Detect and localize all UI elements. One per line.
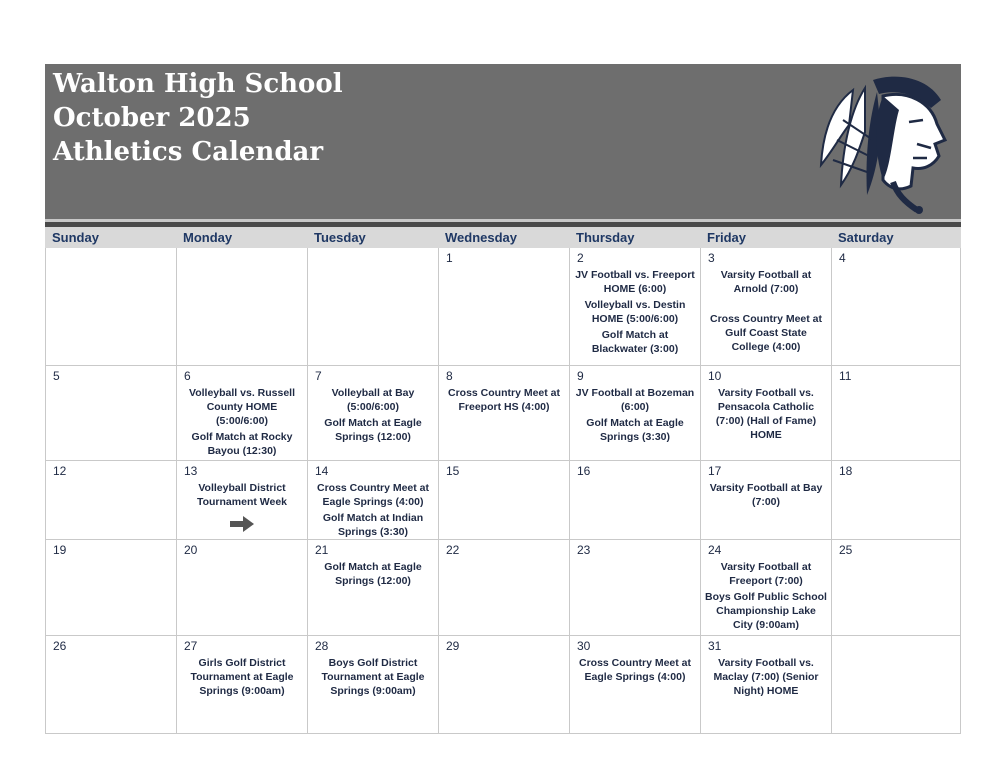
day-number: 2 <box>577 251 584 265</box>
day-cell <box>438 366 569 460</box>
day-cell <box>569 366 700 460</box>
day-number: 4 <box>839 251 846 265</box>
day-cell <box>438 636 569 733</box>
event: Varsity Football at Freeport (7:00) <box>720 561 812 587</box>
event: Varsity Football at Arnold (7:00) <box>720 269 812 295</box>
week-row <box>45 636 961 734</box>
day-number: 27 <box>184 639 198 653</box>
event: Cross Country Meet at Eagle Springs (4:00) <box>578 657 692 683</box>
weekday-tuesday: Tuesday <box>314 230 366 245</box>
event: JV Football at Bozeman (6:00) <box>575 387 695 413</box>
weekday-wednesday: Wednesday <box>445 230 518 245</box>
day-cell <box>700 636 831 733</box>
arrow-right-icon <box>229 515 255 533</box>
event: Volleyball vs. Destin HOME (5:00/6:00) <box>584 299 686 325</box>
day-number: 31 <box>708 639 722 653</box>
day-number: 26 <box>53 639 67 653</box>
day-cell <box>45 540 176 635</box>
day-cell <box>700 366 831 460</box>
day-number: 18 <box>839 464 853 478</box>
day-cell <box>438 461 569 539</box>
weekday-monday: Monday <box>183 230 233 245</box>
day-number: 10 <box>708 369 722 383</box>
day-cell <box>176 540 307 635</box>
event: Volleyball at Bay (5:00/6:00) <box>331 387 415 413</box>
week-row <box>45 248 961 366</box>
day-cell <box>307 461 438 539</box>
weekday-saturday: Saturday <box>838 230 894 245</box>
day-cell <box>45 248 176 365</box>
day-cell <box>45 461 176 539</box>
day-number: 3 <box>708 251 715 265</box>
day-number: 15 <box>446 464 460 478</box>
day-cell <box>831 461 961 539</box>
day-cell <box>176 636 307 733</box>
event: Boys Golf Public School Championship Lake City (9:00am) <box>705 591 827 631</box>
event: Varsity Football at Bay (7:00) <box>709 482 823 508</box>
event: Volleyball vs. Russell County HOME (5:00/6:00) <box>188 387 296 427</box>
event: Girls Golf District Tournament at Eagle Springs (9:00am) <box>190 657 294 697</box>
day-number: 8 <box>446 369 453 383</box>
day-number: 20 <box>184 543 198 557</box>
day-cell <box>438 540 569 635</box>
day-number: 29 <box>446 639 460 653</box>
calendar-subtitle: Athletics Calendar <box>53 137 324 167</box>
event: Boys Golf District Tournament at Eagle Springs (9:00am) <box>321 657 425 697</box>
day-cell <box>307 366 438 460</box>
weekday-thursday: Thursday <box>576 230 635 245</box>
header-banner <box>45 64 961 219</box>
event: Varsity Football vs. Pensacola Catholic (7:00) (Hall of Fame) HOME <box>715 387 817 441</box>
day-number: 11 <box>839 369 852 383</box>
week-row <box>45 540 961 636</box>
day-number: 23 <box>577 543 591 557</box>
event: Golf Match at Rocky Bayou (12:30) <box>191 431 293 457</box>
day-number: 13 <box>184 464 198 478</box>
day-number: 6 <box>184 369 191 383</box>
event: Golf Match at Eagle Springs (12:00) <box>324 417 422 443</box>
day-number: 14 <box>315 464 329 478</box>
weekday-sunday: Sunday <box>52 230 99 245</box>
event: Golf Match at Indian Springs (3:30) <box>322 512 424 538</box>
week-row <box>45 366 961 461</box>
day-cell <box>307 540 438 635</box>
day-cell <box>831 540 961 635</box>
day-number: 16 <box>577 464 591 478</box>
day-cell <box>176 366 307 460</box>
weekday-friday: Friday <box>707 230 747 245</box>
day-number: 7 <box>315 369 322 383</box>
day-number: 9 <box>577 369 584 383</box>
day-number: 19 <box>53 543 67 557</box>
day-cell <box>831 636 961 733</box>
day-cell <box>45 366 176 460</box>
day-cell <box>831 366 961 460</box>
day-number: 21 <box>315 543 329 557</box>
day-cell <box>569 636 700 733</box>
event: Varsity Football vs. Maclay (7:00) (Senior Night) HOME <box>713 657 819 697</box>
day-cell <box>176 461 307 539</box>
day-cell <box>831 248 961 365</box>
day-number: 22 <box>446 543 460 557</box>
walton-warrior-logo-icon <box>813 70 948 215</box>
month-title: October 2025 <box>53 103 251 133</box>
event: Cross Country Meet at Eagle Springs (4:00) <box>316 482 430 508</box>
day-number: 5 <box>53 369 60 383</box>
week-row <box>45 461 961 540</box>
day-number: 12 <box>53 464 67 478</box>
day-cell <box>569 461 700 539</box>
day-cell <box>569 248 700 365</box>
day-number: 28 <box>315 639 329 653</box>
day-number: 24 <box>708 543 722 557</box>
event: Volleyball District Tournament Week <box>196 482 288 508</box>
day-cell <box>569 540 700 635</box>
day-cell <box>700 540 831 635</box>
day-cell <box>45 636 176 733</box>
day-cell <box>700 461 831 539</box>
event: Golf Match at Eagle Springs (12:00) <box>324 561 422 587</box>
day-cell <box>438 248 569 365</box>
day-cell <box>307 636 438 733</box>
day-number: 1 <box>446 251 453 265</box>
event: Golf Match at Blackwater (3:00) <box>591 329 679 355</box>
event: Cross Country Meet at Freeport HS (4:00) <box>447 387 561 413</box>
day-number: 17 <box>708 464 722 478</box>
event: JV Football vs. Freeport HOME (6:00) <box>575 269 695 295</box>
day-number: 30 <box>577 639 591 653</box>
event: Golf Match at Eagle Springs (3:30) <box>586 417 684 443</box>
day-cell <box>176 248 307 365</box>
day-cell <box>700 248 831 365</box>
event: Cross Country Meet at Gulf Coast State College (4:00) <box>709 313 823 353</box>
day-number: 25 <box>839 543 853 557</box>
school-title: Walton High School <box>53 69 343 99</box>
weekday-header-row <box>45 227 961 248</box>
day-cell <box>307 248 438 365</box>
calendar-grid <box>45 248 961 734</box>
